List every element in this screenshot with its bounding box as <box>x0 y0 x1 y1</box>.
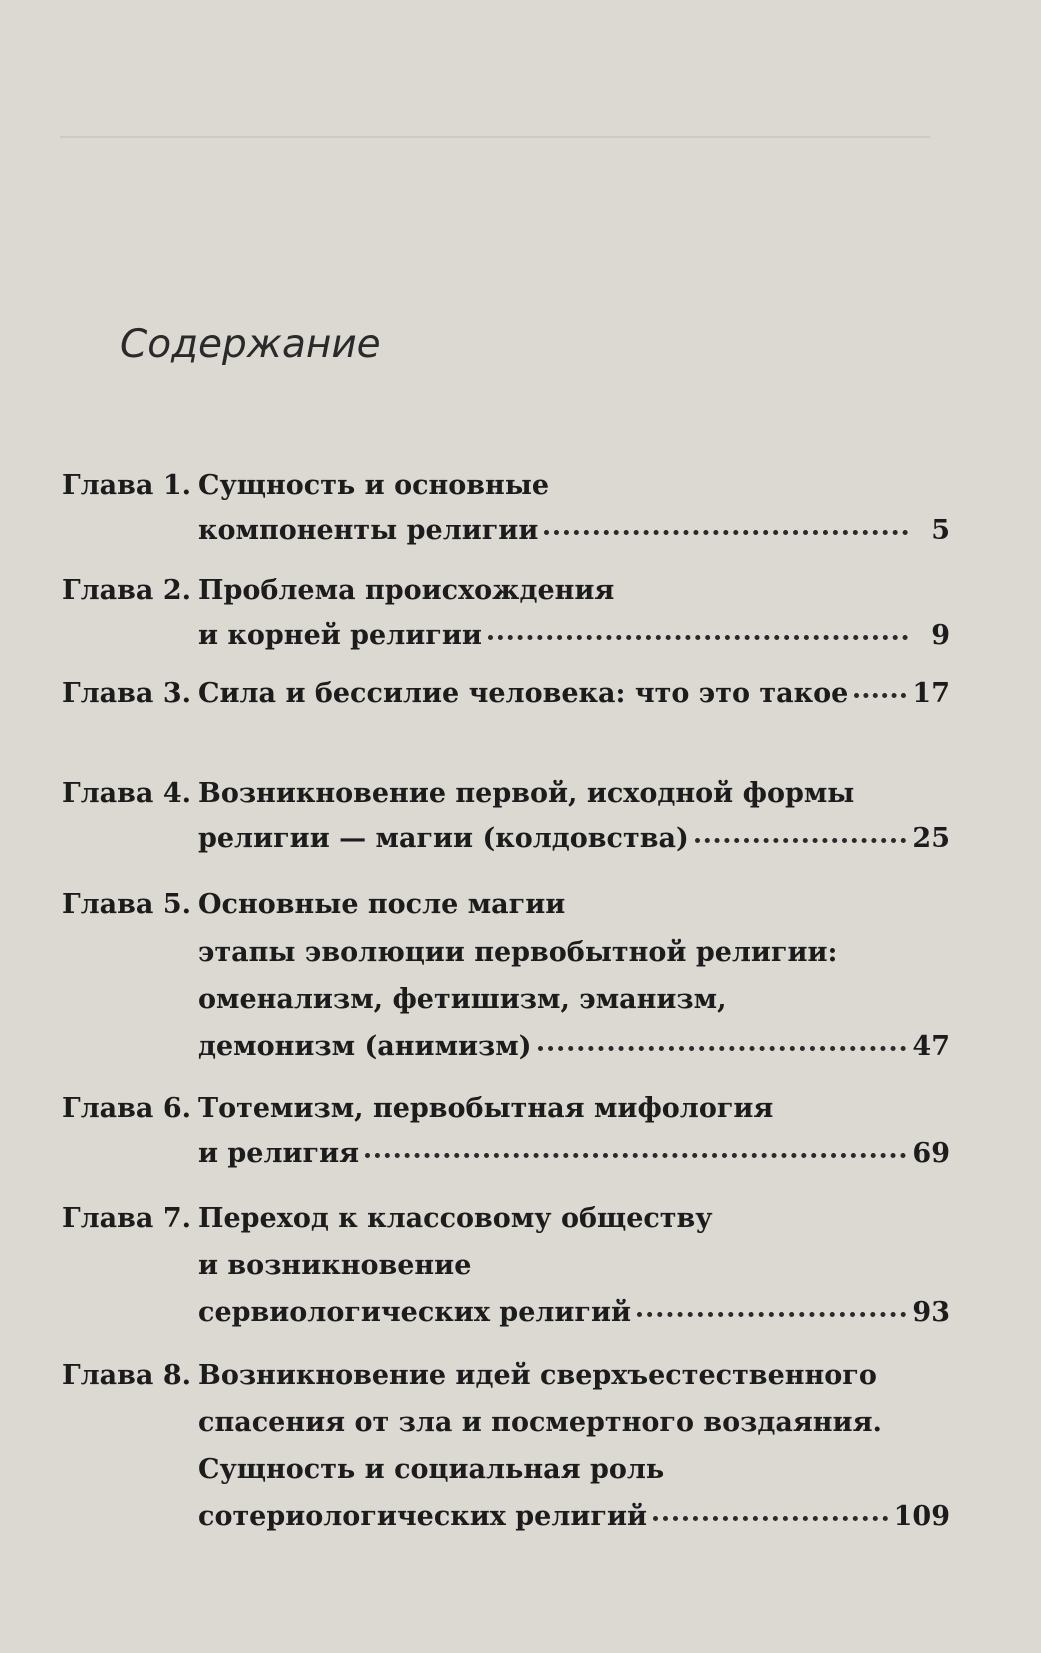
page-number: 25 <box>912 823 950 854</box>
page-number: 5 <box>931 515 950 546</box>
chapter-title-line: и возникновение <box>198 1250 472 1281</box>
chapter-label: Глава 1. <box>62 470 192 501</box>
chapter-title-line: Возникновение идей сверхъестественного <box>198 1360 877 1391</box>
chapter-title-line: спасения от зла и посмертного воздаяния. <box>198 1407 882 1438</box>
dot-leader <box>538 1046 907 1051</box>
chapter-title-line: и религия <box>198 1138 360 1169</box>
chapter-label: Глава 7. <box>62 1203 192 1234</box>
dot-leader <box>544 530 908 535</box>
chapter-label: Глава 6. <box>62 1093 192 1124</box>
chapter-title-line: сервиологических религий <box>198 1297 632 1328</box>
dot-leader <box>653 1516 888 1521</box>
chapter-title-line: компоненты религии <box>198 515 539 546</box>
bleed-through-rule <box>60 136 930 138</box>
page-number: 17 <box>912 678 950 709</box>
dot-leader <box>365 1153 906 1158</box>
chapter-label: Глава 8. <box>62 1360 192 1391</box>
chapter-title-line: Возникновение первой, исходной формы <box>198 778 855 809</box>
dot-leader <box>488 635 908 640</box>
dot-leader <box>637 1312 906 1317</box>
page-number: 47 <box>912 1031 950 1062</box>
chapter-label: Глава 2. <box>62 575 192 606</box>
chapter-title-line: Переход к классовому обществу <box>198 1203 713 1234</box>
chapter-title-line: Основные после магии <box>198 889 566 920</box>
chapter-title-line: Сущность и социальная роль <box>198 1454 665 1485</box>
page-number: 9 <box>931 620 950 651</box>
chapter-label: Глава 5. <box>62 889 192 920</box>
chapter-title-line: сотериологических религий <box>198 1501 648 1532</box>
dot-leader <box>695 838 907 843</box>
chapter-title-line: демонизм (анимизм) <box>198 1031 532 1062</box>
chapter-title-line: и корней религии <box>198 620 482 651</box>
page-number: 93 <box>912 1297 950 1328</box>
chapter-title-line: оменализм, фетишизм, эманизм, <box>198 984 727 1015</box>
page-number: 109 <box>893 1501 950 1532</box>
chapter-label: Глава 4. <box>62 778 192 809</box>
page-number: 69 <box>912 1138 950 1169</box>
dot-leader <box>854 693 906 698</box>
chapter-title-line: этапы эволюции первобытной религии: <box>198 937 838 968</box>
chapter-title-line: Сущность и основные <box>198 470 550 501</box>
chapter-title-line: Сила и бессилие человека: что это такое <box>198 678 849 709</box>
chapter-label: Глава 3. <box>62 678 192 709</box>
toc-title: Содержание <box>120 322 381 367</box>
chapter-title-line: Проблема происхождения <box>198 575 615 606</box>
chapter-title-line: Тотемизм, первобытная мифология <box>198 1093 774 1124</box>
chapter-title-line: религии — магии (колдовства) <box>198 823 689 854</box>
